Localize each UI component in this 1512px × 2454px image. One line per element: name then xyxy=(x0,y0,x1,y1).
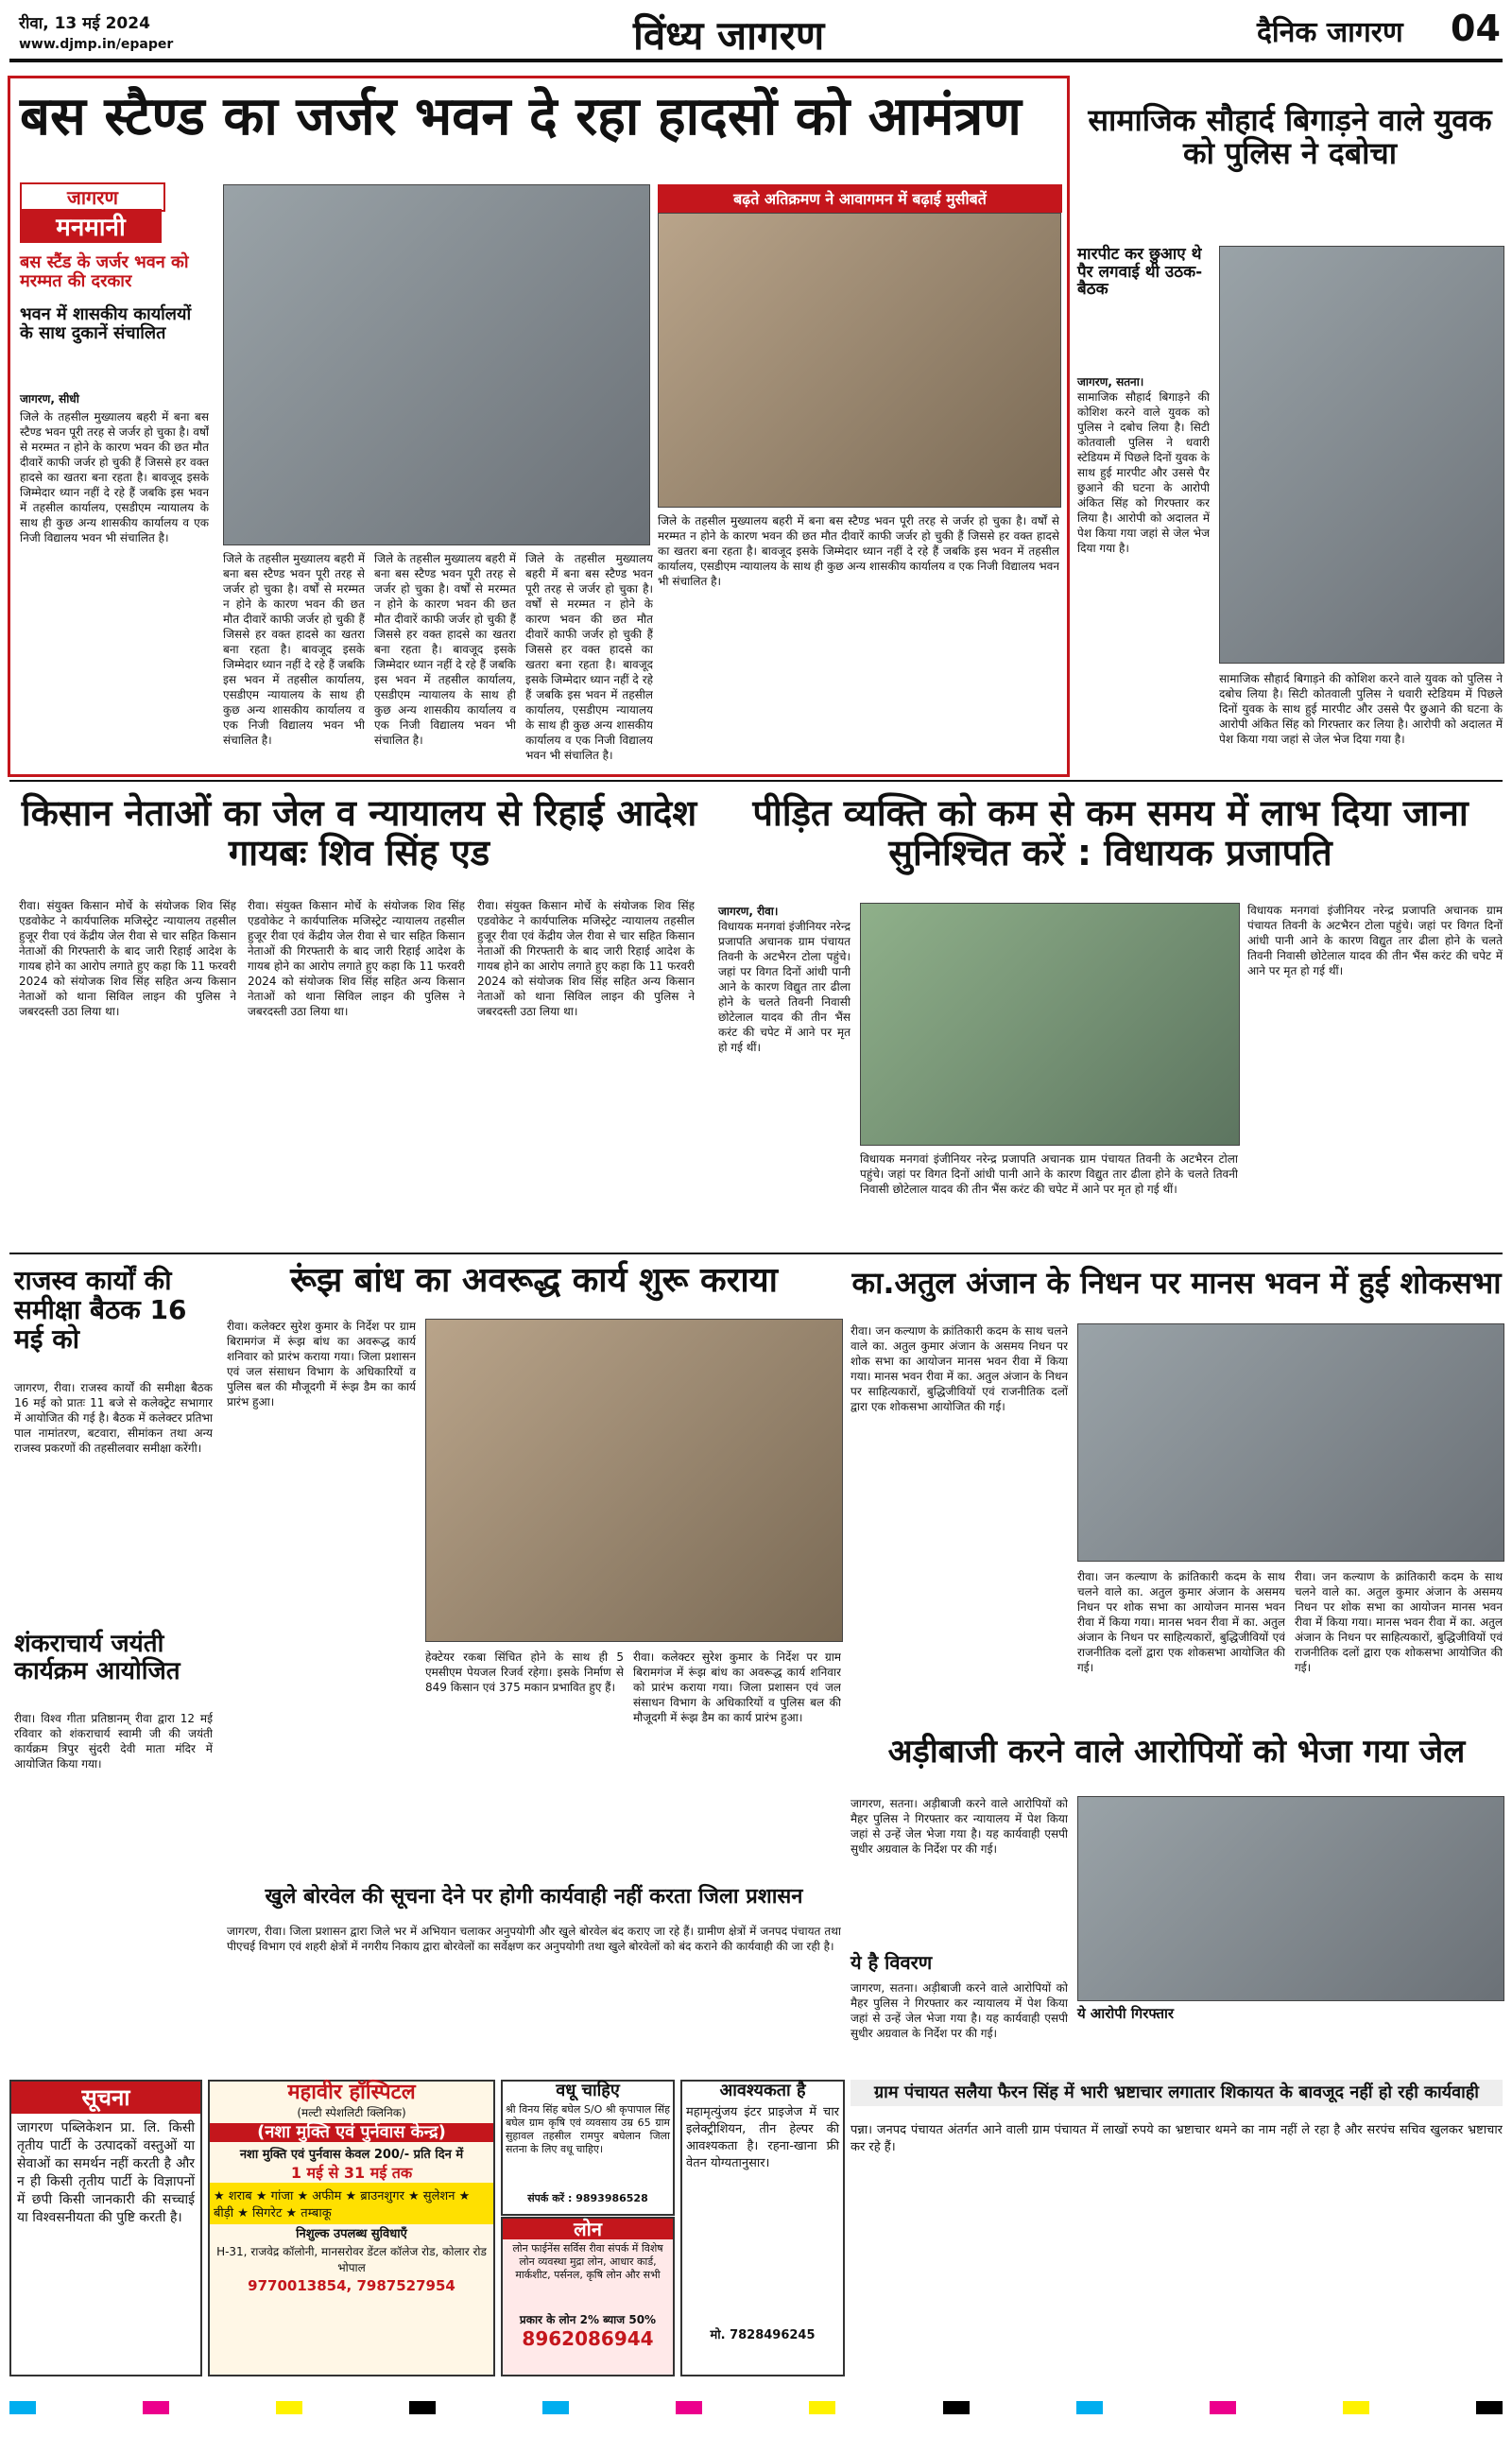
r3l-body2: रीवा। विश्व गीता प्रतिष्ठानम् रीवा द्वारा 12 मई रविवार को शंकराचार्य स्वामी जी की जयंती कार्यक्रम त्रिपुर सुंदरी देवी माता मंदिर में आयोजित किया गया। xyxy=(14,1712,213,1771)
r2l-body-1: रीवा। संयुक्त किसान मोर्चे के संयोजक शिव सिंह एडवोकेट ने कार्यपालिक मजिस्ट्रेट न्यायालय तहसील हुजूर रीवा एवं केंद्रीय जेल रीवा से चार सहित किसान नेताओं की गिरफ्तारी के बाद जारी रिहाई आदेश के गायब होने का आरोप लगाते हुए कहा कि 11 फरवरी 2024 को संयोजक शिव सिंह सहित अन्य किसान नेताओं को थाना सिविल लाइन की पुलिस ने जबरदस्ती उठा लिया था। xyxy=(19,899,236,1018)
r3m-headline: रूंझ बांध का अवरूद्ध कार्य शुरू कराया xyxy=(290,1261,778,1300)
divider-1 xyxy=(9,780,1503,782)
ad-loan[interactable] xyxy=(501,2217,675,2376)
ad-bride-title: वधू चाहिए xyxy=(556,2081,620,2100)
r2r-byline: जागरण, रीवा। xyxy=(718,905,779,918)
url-text[interactable]: www.djmp.in/epaper xyxy=(19,37,174,52)
ad-bride-contact[interactable]: संपर्क करें : 9893986528 xyxy=(527,2191,648,2204)
lead-kicker: बस स्टैंड के जर्जर भवन को मरम्मत की दरकार xyxy=(20,252,189,291)
ad-hospital-dates: 1 मई से 31 मई तक xyxy=(290,2163,413,2182)
r3l-headline2: शंकराचार्य जयंती कार्यक्रम आयोजित xyxy=(14,1630,180,1685)
ad-bride[interactable] xyxy=(501,2080,675,2216)
lead-headline: बस स्टैण्ड का जर्जर भवन दे रहा हादसों को आमंत्रण xyxy=(20,86,1022,147)
reg-yellow xyxy=(1343,2401,1369,2414)
reg-black xyxy=(943,2401,970,2414)
br-headline: ग्राम पंचायत सलैया फैरन सिंह में भारी भ्रष्टाचार लगातार शिकायत के बावजूद नहीं हो रही कार्यवाही xyxy=(850,2080,1503,2106)
notice-title: सूचना xyxy=(11,2082,200,2114)
ad-hospital-phone[interactable]: 9770013854, 7987527954 xyxy=(248,2276,455,2294)
lead-body: जिले के तहसील मुख्यालय बहरी में बना बस स्टैण्ड भवन पूरी तरह से जर्जर हो चुका है। वर्षों से मरम्मत न होने के कारण भवन की छत मौत दीवारें काफी जर्जर हो चुकी हैं जिससे हर वक्त हादसे का खतरा बना रहता है। बावजूद इसके जिम्मेदार ध्यान नहीं दे रहे हैं जबकि इस भवन में तहसील कार्यालय, एसडीएम न्यायालय के साथ ही कुछ अन्य शासकीय कार्यालय व एक निजी विद्यालय भवन भी संचालित है। xyxy=(20,410,209,544)
ad-hospital-fee: नशा मुक्ति एवं पुर्नवास केवल 200/- प्रति दिन में xyxy=(239,2147,464,2162)
rt-photo xyxy=(1219,246,1504,664)
page-number: 04 xyxy=(1451,8,1501,49)
date-text: रीवा, 13 मई 2024 xyxy=(19,14,150,33)
ad-loan-title: लोन xyxy=(503,2219,673,2239)
rt-sub: मारपीट कर छुआए थे पैर लगवाई थी उठक-बैठक xyxy=(1077,245,1203,300)
ad-loan-phone[interactable]: 8962086944 xyxy=(522,2327,654,2350)
ad-wanted[interactable] xyxy=(680,2080,845,2376)
rt-byline: जागरण, सतना। xyxy=(1077,375,1144,389)
reg-cyan xyxy=(1076,2401,1103,2414)
lead-box xyxy=(8,76,1070,777)
r3r-photo2 xyxy=(1077,1796,1504,2001)
masthead: विंध्य जागरण xyxy=(633,12,825,59)
r2r-body-1: विधायक मनगवां इंजीनियर नरेन्द्र प्रजापति अचानक ग्राम पंचायत तिवनी के अटभैरन टोला पहुंचे। जहां पर विगत दिनों आंधी पानी आने के कारण विद्युत तार ढीला होने के चलते तिवनी निवासी छोटेलाल यादव की तीन भैंस करंट की चपेट में आने पर मृत हो गई थीं। xyxy=(718,920,850,1054)
r3m-body3: रीवा। कलेक्टर सुरेश कुमार के निर्देश पर ग्राम बिरामगंज में रूंझ बांध का अवरूद्ध कार्य शनिवार को प्रारंभ कराया गया। जिला प्रशासन एवं जल संसाधन विभाग के अधिकारियों व पुलिस बल की मौजूदगी में रूंझ डैम का कार्य प्रारंभ हुआ। xyxy=(633,1650,841,1724)
r2l-body-2: रीवा। संयुक्त किसान मोर्चे के संयोजक शिव सिंह एडवोकेट ने कार्यपालिक मजिस्ट्रेट न्यायालय तहसील हुजूर रीवा एवं केंद्रीय जेल रीवा से चार सहित किसान नेताओं की गिरफ्तारी के बाद जारी रिहाई आदेश के गायब होने का आरोप लगाते हुए कहा कि 11 फरवरी 2024 को संयोजक शिव सिंह सहित अन्य किसान नेताओं को थाना सिविल लाइन की पुलिस ने जबरदस्ती उठा लिया था। xyxy=(248,899,465,1018)
lead-byline: जागरण, सीधी xyxy=(20,392,79,406)
r3r-caption2: ये आरोपी गिरफ्तार xyxy=(1077,2005,1175,2022)
lead-body-col5: जिले के तहसील मुख्यालय बहरी में बना बस स्टैण्ड भवन पूरी तरह से जर्जर हो चुका है। वर्षों से मरम्मत न होने के कारण भवन की छत मौत दीवारें काफी जर्जर हो चुकी हैं जिससे हर वक्त हादसे का खतरा बना रहता है। बावजूद इसके जिम्मेदार ध्यान नहीं दे रहे हैं जबकि इस भवन में तहसील कार्यालय, एसडीएम न्यायालय के साथ ही कुछ अन्य शासकीय कार्यालय व एक निजी विद्यालय भवन भी संचालित है। xyxy=(658,514,1059,588)
lead-body-col2: जिले के तहसील मुख्यालय बहरी में बना बस स्टैण्ड भवन पूरी तरह से जर्जर हो चुका है। वर्षों से मरम्मत न होने के कारण भवन की छत मौत दीवारें काफी जर्जर हो चुकी हैं जिससे हर वक्त हादसे का खतरा बना रहता है। बावजूद इसके जिम्मेदार ध्यान नहीं दे रहे हैं जबकि इस भवन में तहसील कार्यालय, एसडीएम न्यायालय के साथ ही कुछ अन्य शासकीय कार्यालय व एक निजी विद्यालय भवन भी संचालित है। xyxy=(223,552,365,747)
lead-photo-2 xyxy=(658,213,1061,508)
reg-magenta xyxy=(143,2401,169,2414)
r3m-body: रीवा। कलेक्टर सुरेश कुमार के निर्देश पर ग्राम बिरामगंज में रूंझ बांध का अवरूद्ध कार्य शनिवार को प्रारंभ कराया गया। जिला प्रशासन एवं जल संसाधन विभाग के अधिकारियों व पुलिस बल की मौजूदगी में रूंझ डैम का कार्य प्रारंभ हुआ। xyxy=(227,1320,416,1408)
reg-magenta xyxy=(1210,2401,1236,2414)
reg-yellow xyxy=(276,2401,302,2414)
lead-tag1: जागरण xyxy=(20,182,165,212)
lead-subhead: भवन में शासकीय कार्यालयों के साथ दुकानें संचालित xyxy=(20,304,192,343)
r3r-headline: का.अतुल अंजान के निधन पर मानस भवन में हुई शोकसभा xyxy=(851,1265,1502,1301)
ad-loan-body: लोन फाईनेंस सर्विस रीवा संपर्क में विशेष लोन व्यवस्था मुद्रा लोन, आधार कार्ड, मार्कशीट, पर्सनल, कृषि लोन और सभी xyxy=(512,2242,663,2281)
r2l-body-3: रीवा। संयुक्त किसान मोर्चे के संयोजक शिव सिंह एडवोकेट ने कार्यपालिक मजिस्ट्रेट न्यायालय तहसील हुजूर रीवा एवं केंद्रीय जेल रीवा से चार सहित किसान नेताओं की गिरफ्तारी के बाद जारी रिहाई आदेश के गायब होने का आरोप लगाते हुए कहा कि 11 फरवरी 2024 को संयोजक शिव सिंह सहित अन्य किसान नेताओं को थाना सिविल लाइन की पुलिस ने जबरदस्ती उठा लिया था। xyxy=(477,899,695,1018)
r3r-body2c: जागरण, सतना। अड़ीबाजी करने वाले आरोपियों को मैहर पुलिस ने गिरफ्तार कर न्यायालय में पेश किया जहां से उन्हें जेल भेजा गया है। यह कार्यवाही एसपी सुधीर अग्रवाल के निर्देश पर की गई। xyxy=(850,1981,1068,2040)
lead-strap: बढ़ते अतिक्रमण ने आवागमन में बढ़ाई मुसीबतें xyxy=(658,184,1062,213)
ad-hospital-title: महावीर हॉस्पिटल xyxy=(287,2081,416,2104)
notice-body: जागरण पब्लिकेशन प्रा. लि. किसी तृतीय पार्टी के उत्पादकों वस्तुओं या सेवाओं का समर्थन नहीं करती है और न ही किसी तृतीय पार्टी के विज्ञापनों में छपी किसी जानकारी की सच्चाई या विश्वसनीयता की पुष्टि करती है। xyxy=(17,2120,195,2226)
ad-hospital-address: H-31, राजवेद्र कॉलोनी, मानसरोवर डेंटल कॉलेज रोड, कोलार रोड भोपाल xyxy=(216,2244,487,2274)
rt-headline: सामाजिक सौहार्द बिगाड़ने वाले युवक को पुलिस ने दबोचा xyxy=(1088,102,1492,172)
notice-box xyxy=(9,2080,202,2376)
r3m-photo xyxy=(425,1319,843,1642)
lead-body-col3: जिले के तहसील मुख्यालय बहरी में बना बस स्टैण्ड भवन पूरी तरह से जर्जर हो चुका है। वर्षों से मरम्मत न होने के कारण भवन की छत मौत दीवारें काफी जर्जर हो चुकी हैं जिससे हर वक्त हादसे का खतरा बना रहता है। बावजूद इसके जिम्मेदार ध्यान नहीं दे रहे हैं जबकि इस भवन में तहसील कार्यालय, एसडीएम न्यायालय के साथ ही कुछ अन्य शासकीय कार्यालय व एक निजी विद्यालय भवन भी संचालित है। xyxy=(374,552,516,747)
divider-2 xyxy=(9,1253,1503,1254)
ad-hospital-subtitle: (मल्टी स्पेशलिटी क्लिनिक) xyxy=(297,2106,406,2120)
r2r-body-3: विधायक मनगवां इंजीनियर नरेन्द्र प्रजापति अचानक ग्राम पंचायत तिवनी के अटभैरन टोला पहुंचे। जहां पर विगत दिनों आंधी पानी आने के कारण विद्युत तार ढीला होने के चलते तिवनी निवासी छोटेलाल यादव की तीन भैंस करंट की चपेट में आने पर मृत हो गई थीं। xyxy=(1247,904,1503,977)
lead-tag2: मनमानी xyxy=(20,209,162,243)
ad-hospital-camp: निशुल्क उपलब्ध सुविधाएँ xyxy=(296,2226,407,2241)
r2r-photo xyxy=(860,903,1240,1146)
reg-cyan xyxy=(542,2401,569,2414)
rt-body: सामाजिक सौहार्द बिगाड़ने की कोशिश करने वाले युवक को पुलिस ने दबोच लिया है। सिटी कोतवाली पुलिस ने धवारी स्टेडियम में पिछले दिनों युवक के साथ हुई मारपीट और उससे पैर छुआने की घटना के आरोपी अंकित सिंह को गिरफ्तार कर लिया है। आरोपी को अदालत में पेश किया गया जहां से जेल भेज दिया गया है। xyxy=(1077,390,1210,555)
br-body: पन्ना। जनपद पंचायत अंतर्गत आने वाली ग्राम पंचायत में लाखों रुपये का भ्रष्टाचार थमने का नाम नहीं ले रहा है और सरपंच सचिव खुलकर भ्रष्टाचार कर रहे हैं। xyxy=(850,2123,1503,2154)
ad-wanted-phone[interactable]: मो. 7828496245 xyxy=(710,2327,816,2342)
paper-name: दैनिक जागरण xyxy=(1257,16,1403,49)
r3l-headline: राजस्व कार्यों की समीक्षा बैठक 16 मई को xyxy=(14,1265,187,1355)
r3r-body3: रीवा। जन कल्याण के क्रांतिकारी कदम के साथ चलने वाले का. अतुल कुमार अंजान के असमय निधन पर शोक सभा का आयोजन मानस भवन रीवा में किया गया। मानस भवन रीवा में का. अतुल अंजान के निधन पर साहित्यकारों, बुद्धिजीवियों एवं राजनीतिक दलों द्वारा एक शोकसभा आयोजित की गई। xyxy=(1295,1570,1503,1674)
r3m-sub-headline: खुले बोरवेल की सूचना देने पर होगी कार्यवाही नहीं करता जिला प्रशासन xyxy=(265,1885,803,1909)
reg-black xyxy=(409,2401,436,2414)
r3r-body: रीवा। जन कल्याण के क्रांतिकारी कदम के साथ चलने वाले का. अतुल कुमार अंजान के असमय निधन पर शोक सभा का आयोजन मानस भवन रीवा में किया गया। मानस भवन रीवा में का. अतुल अंजान के निधन पर साहित्यकारों, बुद्धिजीवियों एवं राजनीतिक दलों द्वारा एक शोकसभा आयोजित की गई। xyxy=(850,1324,1068,1413)
r3r-body2b: जागरण, सतना। अड़ीबाजी करने वाले आरोपियों को मैहर पुलिस ने गिरफ्तार कर न्यायालय में पेश किया जहां से उन्हें जेल भेजा गया है। यह कार्यवाही एसपी सुधीर अग्रवाल के निर्देश पर की गई। xyxy=(850,1797,1068,1856)
r3r-photo xyxy=(1077,1323,1504,1562)
r2l-headline: किसान नेताओं का जेल व न्यायालय से रिहाई आदेश गायबः शिव सिंह एड xyxy=(21,792,697,873)
r3r-headline2: अड़ीबाजी करने वाले आरोपियों को भेजा गया जेल xyxy=(887,1733,1466,1771)
header-date xyxy=(19,13,173,55)
ad-wanted-title: आवश्यकता है xyxy=(719,2081,806,2100)
ad-bride-body: श्री विनय सिंह बघेल S/O श्री कृपापाल सिंह बघेल ग्राम कृषि एवं व्यवसाय उम्र 65 ग्राम सुहावल तहसील रामपुर बघेलान जिला सतना के लिए वधू चाहिए। xyxy=(506,2102,670,2155)
ad-hospital[interactable] xyxy=(208,2080,495,2376)
reg-yellow xyxy=(809,2401,835,2414)
r3r-subhead2: ये है विवरण xyxy=(850,1951,933,1974)
ad-wanted-body: महामृत्युंजय इंटर प्राइजेज में चार इलेक्ट्रीशियन, तीन हेल्पर की आवश्यकता है। रहना-खाना फ्री वेतन योग्यतानुसार। xyxy=(686,2104,839,2170)
r3l-body: जागरण, रीवा। राजस्व कार्यों की समीक्षा बैठक 16 मई को प्रातः 11 बजे से कलेक्ट्रेट सभागार में आयोजित की गई है। बैठक में कलेक्टर प्रतिभा पाल नामांतरण, बटवारा, सीमांकन तथा अन्य राजस्व प्रकरणों की तहसीलवार समीक्षा करेंगी। xyxy=(14,1381,213,1455)
r2r-body-2: विधायक मनगवां इंजीनियर नरेन्द्र प्रजापति अचानक ग्राम पंचायत तिवनी के अटभैरन टोला पहुंचे। जहां पर विगत दिनों आंधी पानी आने के कारण विद्युत तार ढीला होने के चलते तिवनी निवासी छोटेलाल यादव की तीन भैंस करंट की चपेट में आने पर मृत हो गई थीं। xyxy=(860,1152,1238,1196)
r2r-headline: पीड़ित व्यक्ति को कम से कम समय में लाभ दिया जाना सुनिश्चित करें : विधायक प्रजापति xyxy=(752,792,1469,873)
registration-marks xyxy=(9,2401,1503,2414)
lead-body-col4: जिले के तहसील मुख्यालय बहरी में बना बस स्टैण्ड भवन पूरी तरह से जर्जर हो चुका है। वर्षों से मरम्मत न होने के कारण भवन की छत मौत दीवारें काफी जर्जर हो चुकी हैं जिससे हर वक्त हादसे का खतरा बना रहता है। बावजूद इसके जिम्मेदार ध्यान नहीं दे रहे हैं जबकि इस भवन में तहसील कार्यालय, एसडीएम न्यायालय के साथ ही कुछ अन्य शासकीय कार्यालय व एक निजी विद्यालय भवन भी संचालित है। xyxy=(525,552,653,762)
header-rule xyxy=(9,59,1503,62)
reg-magenta xyxy=(676,2401,702,2414)
r3r-body2: रीवा। जन कल्याण के क्रांतिकारी कदम के साथ चलने वाले का. अतुल कुमार अंजान के असमय निधन पर शोक सभा का आयोजन मानस भवन रीवा में किया गया। मानस भवन रीवा में का. अतुल अंजान के निधन पर साहित्यकारों, बुद्धिजीवियों एवं राजनीतिक दलों द्वारा एक शोकसभा आयोजित की गई। xyxy=(1077,1570,1285,1674)
r3m-sub-body: जागरण, रीवा। जिला प्रशासन द्वारा जिले भर में अभियान चलाकर अनुपयोगी और खुले बोरवेल बंद कराए जा रहे हैं। ग्रामीण क्षेत्रों में जनपद पंचायत तथा पीएचई विभाग एवं शहरी क्षेत्रों में नगरीय निकाय द्वारा बोरवेलों का सर्वेक्षण कर अनुपयोगी तथा खुले बोरवेलों को बंद कराने की कार्यवाही की जा रही है। xyxy=(227,1925,841,1953)
ad-loan-rate: प्रकार के लोन 2% ब्याज 50% xyxy=(519,2313,657,2326)
r3m-body2: हेक्टेयर रकबा सिंचित होने के साथ ही 5 एमसीएम पेयजल रिजर्व रहेगा। इसके निर्माण से 849 किसान एवं 375 मकान प्रभावित हुए हैं। xyxy=(425,1650,624,1694)
reg-cyan xyxy=(9,2401,36,2414)
lead-photo-1 xyxy=(223,184,650,545)
ad-hospital-items: ★ शराब ★ गांजा ★ अफीम ★ ब्राउनशुगर ★ सुलेशन ★ बीड़ी ★ सिगरेट ★ तम्बाकू xyxy=(210,2183,493,2224)
rt-body-col2: सामाजिक सौहार्द बिगाड़ने की कोशिश करने वाले युवक को पुलिस ने दबोच लिया है। सिटी कोतवाली पुलिस ने धवारी स्टेडियम में पिछले दिनों युवक के साथ हुई मारपीट और उससे पैर छुआने की घटना के आरोपी अंकित सिंह को गिरफ्तार कर लिया है। आरोपी को अदालत में पेश किया गया जहां से जेल भेज दिया गया है। xyxy=(1219,672,1503,746)
ad-hospital-banner: (नशा मुक्ति एवं पुर्नवास केन्द्र) xyxy=(210,2123,493,2142)
reg-black xyxy=(1476,2401,1503,2414)
